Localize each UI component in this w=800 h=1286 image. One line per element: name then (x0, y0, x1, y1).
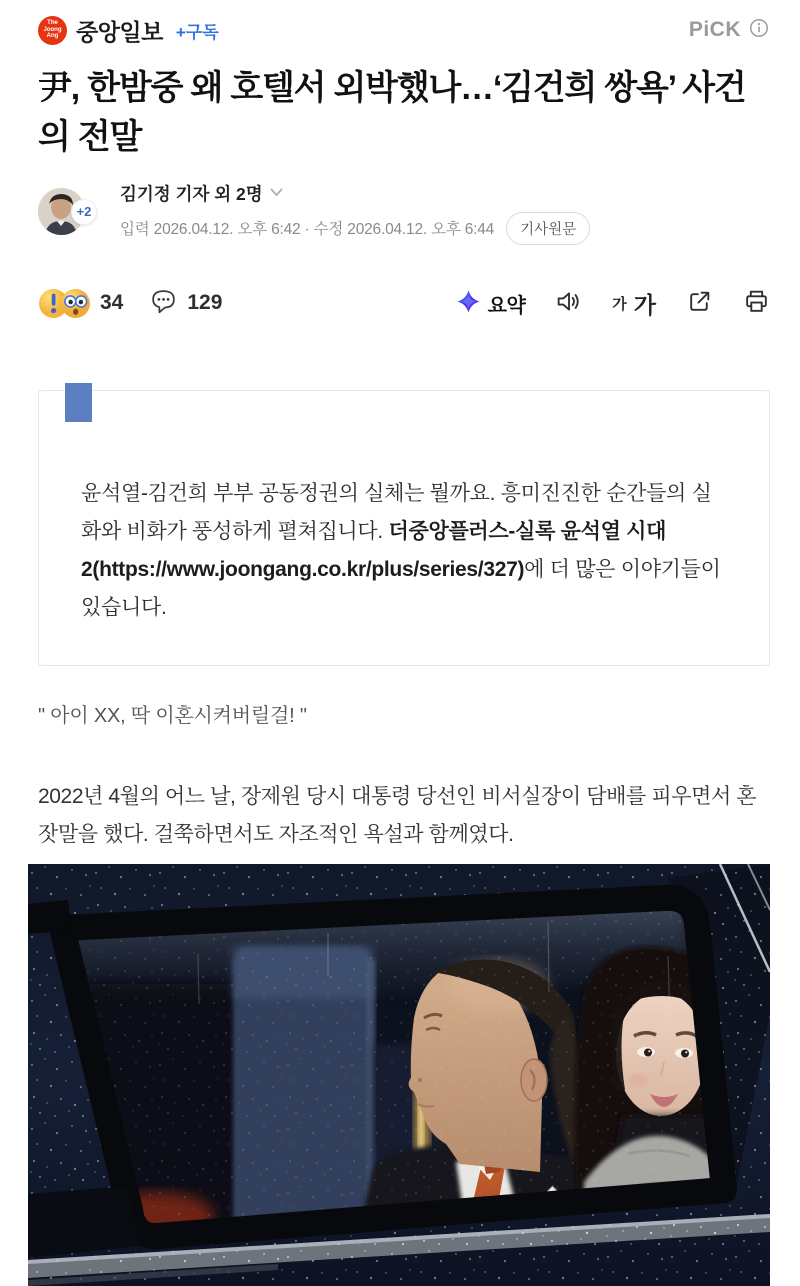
comment-button[interactable] (149, 287, 222, 319)
surprised-emoji-icon (60, 288, 91, 319)
comment-icon (149, 287, 178, 319)
engagement-bar (38, 287, 770, 320)
print-icon (743, 288, 770, 318)
joongang-logo-icon[interactable]: The Joong Ang (38, 16, 67, 45)
article-title: 尹, 한밤중 왜 호텔서 외박했나…‘김건희 쌍욕’ 사건의 전말 (38, 69, 746, 157)
reporter-avatars[interactable] (38, 188, 104, 238)
reaction-button[interactable] (38, 288, 123, 319)
print-button[interactable] (743, 288, 770, 318)
header (38, 0, 770, 46)
tts-button[interactable] (555, 288, 582, 318)
share-icon (686, 288, 713, 318)
speaker-icon (555, 288, 582, 318)
editor-note-tail: 에 더 많은 이야기들이 있습니다. (81, 557, 721, 619)
editor-note-box (38, 390, 770, 666)
dateline: 입력 2026.04.12. 오후 6:42 · 수정 2026.04.12. 오후 6:44 (120, 221, 495, 239)
font-size-small-label: 가 (612, 295, 627, 313)
info-icon[interactable] (748, 17, 770, 44)
ai-sparkle-icon (456, 289, 481, 317)
quote-mark-accent (65, 383, 92, 422)
body-paragraph: 2022년 4월의 어느 날, 장제원 당시 대통령 당선인 비서실장이 담배를 피우면서 혼잣말을 했다. 걸쭉하면서도 자조적인 욕설과 함께였다. (38, 784, 757, 846)
subscribe-button[interactable]: +구독 (176, 18, 219, 43)
original-article-button[interactable]: 기사원문 (506, 212, 590, 245)
reaction-emojis (38, 288, 91, 319)
byline (38, 181, 770, 245)
share-button[interactable] (686, 288, 713, 318)
pull-quote: " 아이 XX, 딱 이혼시켜버릴걸! " (38, 704, 307, 727)
pick-label: PiCK (688, 18, 741, 41)
article-photo-car-couple[interactable] (28, 864, 770, 1286)
editor-note-lead: 윤석열-김건희 부부 공동정권의 실체는 뭘까요. 흥미진진한 순간들의 실화와 비화가 풍성하게 펼쳐집니다. (81, 481, 712, 543)
font-size-large-label: 가 (633, 291, 656, 318)
comment-count: 129 (187, 291, 223, 315)
reaction-count: 34 (100, 291, 124, 315)
ai-summary-button[interactable] (456, 289, 526, 318)
reporter-name-row[interactable] (120, 181, 590, 206)
reporter-names: 김기정 기자 외 2명 (120, 183, 263, 204)
series-link[interactable]: 더중앙플러스-실록 윤석열 시대2(https://www.joongang.co.kr/plus/series/327) (81, 519, 667, 581)
extra-reporters-badge: +2 (71, 199, 97, 225)
chevron-down-icon (270, 184, 283, 202)
publisher-name[interactable]: 중앙일보 (76, 18, 163, 45)
font-size-button[interactable] (612, 287, 656, 320)
summary-label: 요약 (487, 294, 526, 317)
